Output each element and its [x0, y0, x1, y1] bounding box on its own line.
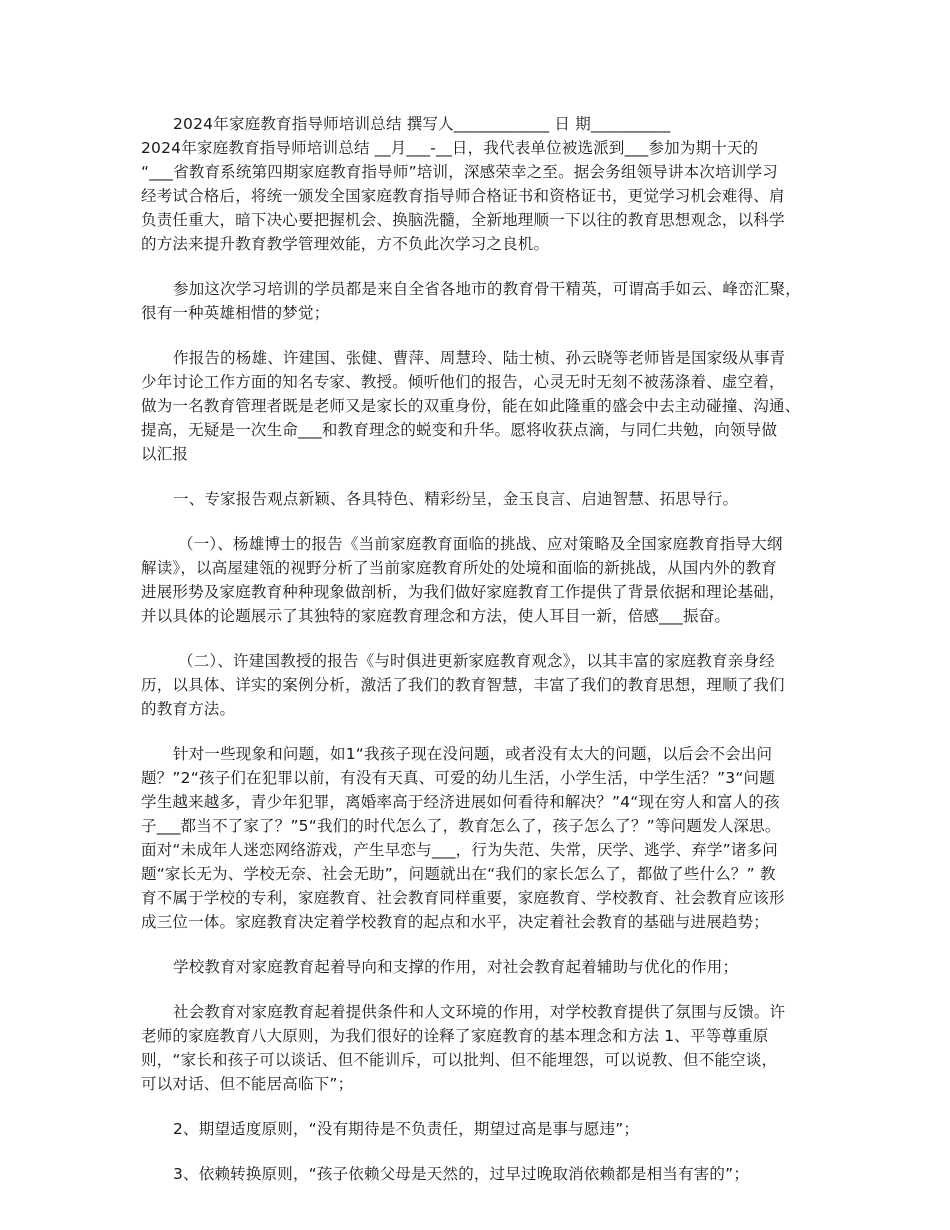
text-line: 题“家长无为、学校无奈、社会无助”，问题就出在“我们的家长怎么了，都做了些什么？” 教 [141, 865, 776, 883]
paragraph [141, 649, 821, 721]
text-line: 一、专家报告观点新颖、各具特色、精彩纷呈，金玉良言、启迪智慧、拓思导行。 [173, 490, 739, 508]
paragraph-gap [141, 256, 821, 277]
text-line: 解读》，以高屋建瓴的视野分析了当前家庭教育所处的处境和面临的新挑战，从国内外的教育 [141, 559, 777, 577]
paragraph [141, 532, 821, 628]
text-line: 以汇报 [141, 445, 189, 463]
text-line: 参加这次学习培训的学员都是来自全省各地市的教育骨干精英，可谓高手如云、峰峦汇聚， [173, 280, 802, 298]
text-line: （二）、许建国教授的报告《与时俱进更新家庭教育观念》，以其丰富的家庭教育亲身经 [178, 652, 775, 670]
paragraph-gap [141, 466, 821, 487]
text-line: “___省教育系统第四期家庭教育指导师”培训，深感荣幸之至。据会务组领导讲本次培训学习 [141, 163, 778, 181]
text-line: 作报告的杨雄、许建国、张健、曹萍、周慧玲、陆士桢、孙云晓等老师皆是国家级从事青 [173, 349, 786, 367]
text-line: 很有一种英雄相惜的梦觉； [141, 304, 330, 322]
text-line: 2024年家庭教育指导师培训总结 __月___-__日，我代表单位被选派到___参加为期十天的 [141, 139, 759, 157]
text-line: 成三位一体。家庭教育决定着学校教育的起点和水平，决定着社会教育的基础与进展趋势； [141, 913, 770, 931]
paragraph [141, 277, 821, 325]
text-line: 2024年家庭教育指导师培训总结 撰写人____________ 日 期__________ [173, 115, 671, 133]
text-line: 经考试合格后，将统一颁发全国家庭教育指导师合格证书和资格证书，更觉学习机会难得、肩 [141, 187, 785, 205]
text-line: 社会教育对家庭教育起着提供条件和人文环境的作用，对学校教育提供了氛围与反馈。许 [173, 1003, 786, 1021]
text-line: 3、依赖转换原则，“孩子依赖父母是天然的，过早过晚取消依赖都是相当有害的”； [173, 1165, 750, 1183]
paragraph [141, 487, 821, 511]
text-line: 少年讨论工作方面的知名专家、教授。倾听他们的报告，心灵无时无刻不被荡涤着、虚空着， [141, 373, 785, 391]
paragraph [141, 346, 821, 466]
text-line: 的教育方法。 [141, 700, 236, 718]
text-line: 进展形势及家庭教育种种现象做剖析，为我们做好家庭教育工作提供了背景依据和理论基础， [141, 583, 785, 601]
text-line: 老师的家庭教育八大原则，为我们很好的诠释了家庭教育的基本理念和方法 1、平等尊重原 [141, 1027, 769, 1045]
text-line: 学校教育对家庭教育起着导向和支撑的作用，对社会教育起着辅助与优化的作用； [173, 958, 739, 976]
paragraph [141, 1162, 821, 1186]
paragraph-gap [141, 628, 821, 649]
text-line: 题？”2“孩子们在犯罪以前，有没有天真、可爱的幼儿生活，小学生活，中学生活？”3“问题 [141, 769, 775, 787]
paragraph-gap [141, 325, 821, 346]
text-line: 并以具体的论题展示了其独特的家庭教育理念和方法，使人耳目一新，倍感___振奋。 [141, 607, 731, 625]
paragraph-gap [141, 511, 821, 532]
text-line: 2、期望适度原则，“没有期待是不负责任，期望过高是事与愿违”； [173, 1120, 640, 1138]
paragraph [141, 1117, 821, 1141]
text-line: （一）、杨雄博士的报告《当前家庭教育面临的挑战、应对策略及全国家庭教育指导大纲 [178, 535, 783, 553]
paragraph [141, 742, 821, 934]
paragraph [141, 955, 821, 979]
text-line: 面对“未成年人迷恋网络游戏，产生早恋与___，行为失范、失常，厌学、逃学、弃学”诸多问 [141, 841, 778, 859]
document-page [141, 112, 821, 1186]
paragraph-gap [141, 934, 821, 955]
text-line: 做为一名教育管理者既是老师又是家长的双重身份，能在如此隆重的盛会中去主动碰撞、沟通、 [141, 397, 801, 415]
text-line: 育不属于学校的专利，家庭教育、社会教育同样重要，家庭教育、学校教育、社会教育应该形 [141, 889, 785, 907]
text-line: 子___都当不了家了？”5“我们的时代怎么了，教育怎么了，孩子怎么了？”等问题发人深思。 [141, 817, 781, 835]
text-line: 负责任重大，暗下决心要把握机会、换脑洗髓，全新地理顺一下以往的教育思想观念，以科学 [141, 211, 785, 229]
text-line: 则，“家长和孩子可以谈话、但不能训斥，可以批判、但不能埋怨，可以说教、但不能空谈， [141, 1051, 778, 1069]
paragraph-gap [141, 1096, 821, 1117]
paragraph [141, 1000, 821, 1096]
text-line: 可以对话、但不能居高临下”； [141, 1075, 354, 1093]
paragraph-gap [141, 979, 821, 1000]
text-line: 的方法来提升教育教学管理效能，方不负此次学习之良机。 [141, 235, 550, 253]
text-line: 学生越来越多，青少年犯罪，离婚率高于经济进展如何看待和解决？”4“现在穷人和富人的孩 [141, 793, 780, 811]
paragraph-gap [141, 1141, 821, 1162]
paragraph [141, 112, 821, 256]
text-line: 针对一些现象和问题，如1“我孩子现在没问题，或者没有太大的问题，以后会不会出问 [173, 745, 773, 763]
text-line: 提高，无疑是一次生命___和教育理念的蜕变和升华。愿将收获点滴，与同仁共勉，向领导做 [141, 421, 778, 439]
text-line: 历，以具体、详实的案例分析，激活了我们的教育智慧，丰富了我们的教育思想，理顺了我们 [141, 676, 785, 694]
paragraph-gap [141, 721, 821, 742]
